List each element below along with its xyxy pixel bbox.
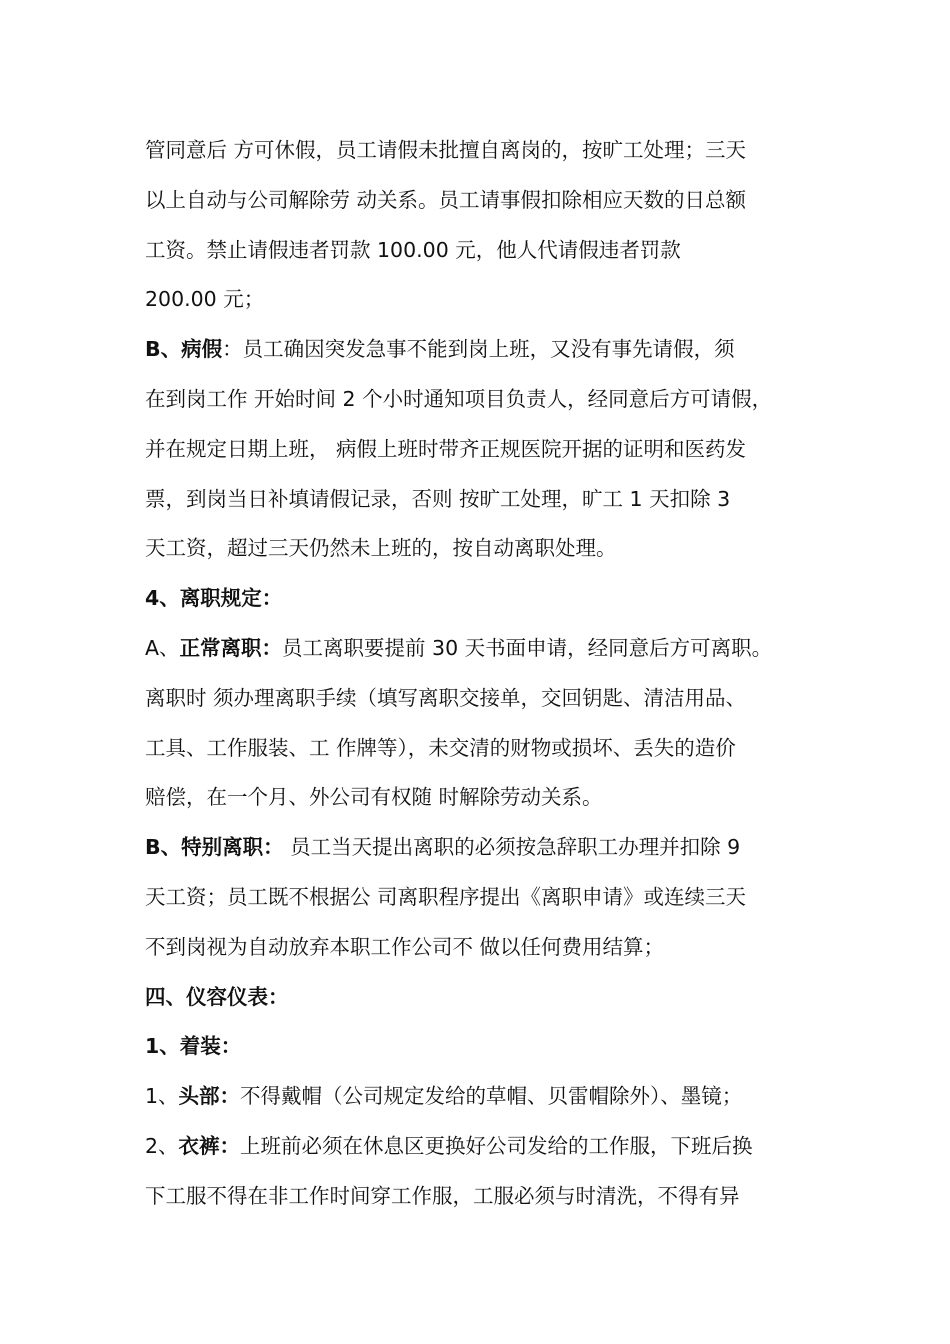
text-segment: 在到岗工作 开始时间 2 个小时通知项目负责人，经同意后方可请假， — [145, 386, 773, 411]
text-line — [145, 126, 835, 176]
text-line — [145, 574, 835, 624]
text-line — [145, 275, 835, 325]
text-line — [145, 624, 835, 674]
text-segment: 不得戴帽（公司规定发给的草帽、贝雷帽除外）、墨镜； — [240, 1084, 743, 1109]
text-segment: 员工当天提出离职的必须按急辞职工办理并扣除 9 — [283, 835, 741, 860]
text-segment: 并在规定日期上班， 病假上班时带齐正规医院开据的证明和医药发 — [145, 436, 747, 461]
text-segment: 离职时 须办理离职手续（填写离职交接单，交回钥匙、清洁用品、 — [145, 685, 747, 710]
bold-text-segment: 衣裤： — [178, 1133, 241, 1158]
bold-text-segment: 头部： — [178, 1084, 241, 1109]
text-segment: 1、 — [145, 1084, 179, 1109]
text-segment: ：员工确因突发急事不能到岗上班，又没有事先请假，须 — [222, 337, 735, 362]
text-line — [145, 325, 835, 375]
bold-text-segment: 4、离职规定： — [145, 586, 283, 611]
text-segment: 管同意后 方可休假，员工请假未批擅自离岗的，按旷工处理；三天 — [145, 138, 747, 162]
text-segment: 天工资；员工既不根据公 司离职程序提出《离职申请》或连续三天 — [145, 884, 747, 909]
document-body — [145, 126, 835, 1222]
text-line — [145, 425, 835, 475]
text-line — [145, 973, 835, 1023]
text-segment: 票，到岗当日补填请假记录，否则 按旷工处理，旷工 1 天扣除 3 — [145, 486, 731, 511]
text-segment: 以上自动与公司解除劳 动关系。员工请事假扣除相应天数的日总额 — [145, 187, 747, 212]
text-line — [145, 674, 835, 724]
text-segment: 2、 — [145, 1133, 179, 1158]
text-line — [145, 1122, 835, 1172]
text-segment: 赔偿，在一个月、外公司有权随 时解除劳动关系。 — [145, 785, 603, 810]
text-line — [145, 475, 835, 525]
text-segment: 上班前必须在休息区更换好公司发给的工作服，下班后换 — [240, 1133, 753, 1158]
bold-text-segment: 1、着装： — [145, 1034, 242, 1059]
bold-text-segment: 正常离职： — [179, 635, 283, 660]
text-segment: 下工服不得在非工作时间穿工作服，工服必须与时清洗，不得有异 — [145, 1183, 740, 1208]
text-line — [145, 1172, 835, 1222]
text-line — [145, 923, 835, 973]
text-line — [145, 375, 835, 425]
text-segment: 天工资，超过三天仍然未上班的，按自动离职处理。 — [145, 536, 617, 561]
bold-text-segment: B、病假 — [145, 337, 223, 362]
text-segment: 工具、工作服装、工 作牌等），未交清的财物或损坏、丢失的造价 — [145, 735, 736, 760]
text-segment: A、 — [145, 635, 180, 660]
text-line — [145, 176, 835, 226]
text-segment: 200.00 元； — [145, 287, 265, 312]
bold-text-segment: B、特别离职： — [145, 835, 284, 860]
text-segment: 工资。禁止请假违者罚款 100.00 元，他人代请假违者罚款 — [145, 237, 681, 262]
text-line — [145, 1022, 835, 1072]
bold-text-segment: 四、仪容仪表： — [145, 984, 289, 1009]
text-line — [145, 823, 835, 873]
text-segment: 员工离职要提前 30 天书面申请，经同意后方可离职。 — [282, 635, 773, 660]
text-line — [145, 226, 835, 276]
text-line — [145, 524, 835, 574]
text-line — [145, 1072, 835, 1122]
text-segment: 不到岗视为自动放弃本职工作公司不 做以任何费用结算； — [145, 934, 665, 959]
text-line — [145, 873, 835, 923]
text-line — [145, 724, 835, 774]
text-line — [145, 773, 835, 823]
